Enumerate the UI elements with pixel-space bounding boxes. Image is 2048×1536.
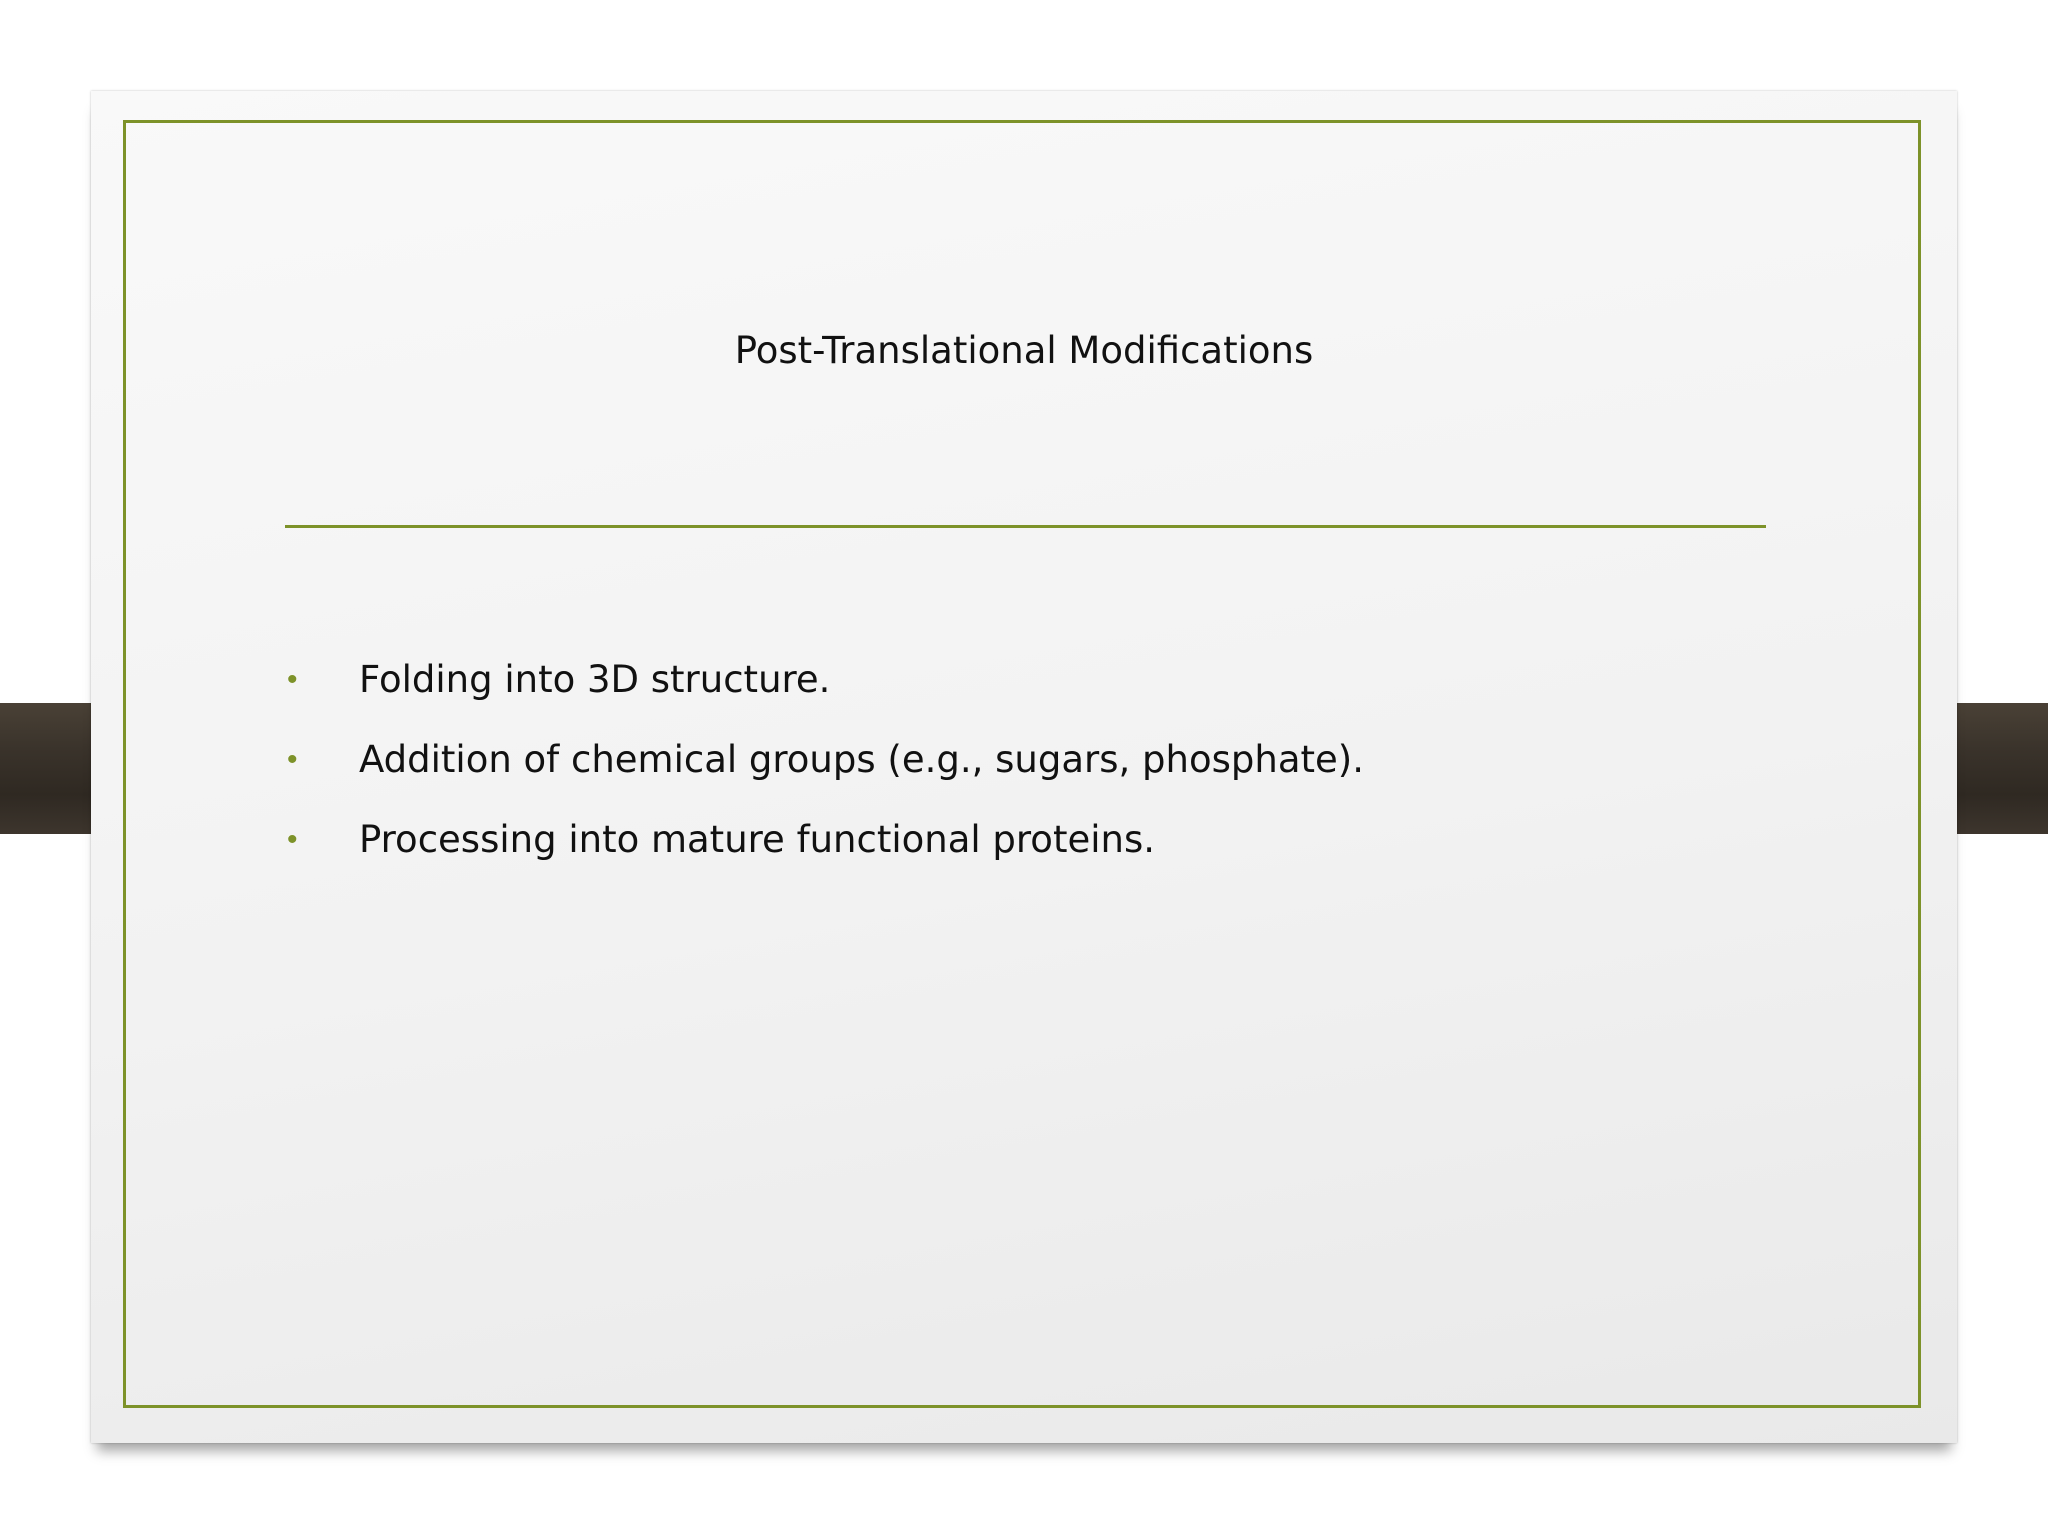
bullet-item xyxy=(285,658,1364,738)
bullet-dot-icon: • xyxy=(287,743,298,776)
bullet-text: Folding into 3D structure. xyxy=(359,658,831,701)
bullet-dot-icon: • xyxy=(287,823,298,856)
bullet-list xyxy=(285,658,1364,898)
slide-card xyxy=(91,91,1957,1443)
title-divider xyxy=(285,525,1766,528)
bullet-text: Addition of chemical groups (e.g., sugars, phosphate). xyxy=(359,738,1364,781)
bullet-dot-icon: • xyxy=(287,663,298,696)
bullet-item xyxy=(285,818,1364,898)
bullet-item xyxy=(285,738,1364,818)
bullet-text: Processing into mature functional proteins. xyxy=(359,818,1155,861)
slide-title: Post-Translational Modifications xyxy=(734,329,1314,372)
